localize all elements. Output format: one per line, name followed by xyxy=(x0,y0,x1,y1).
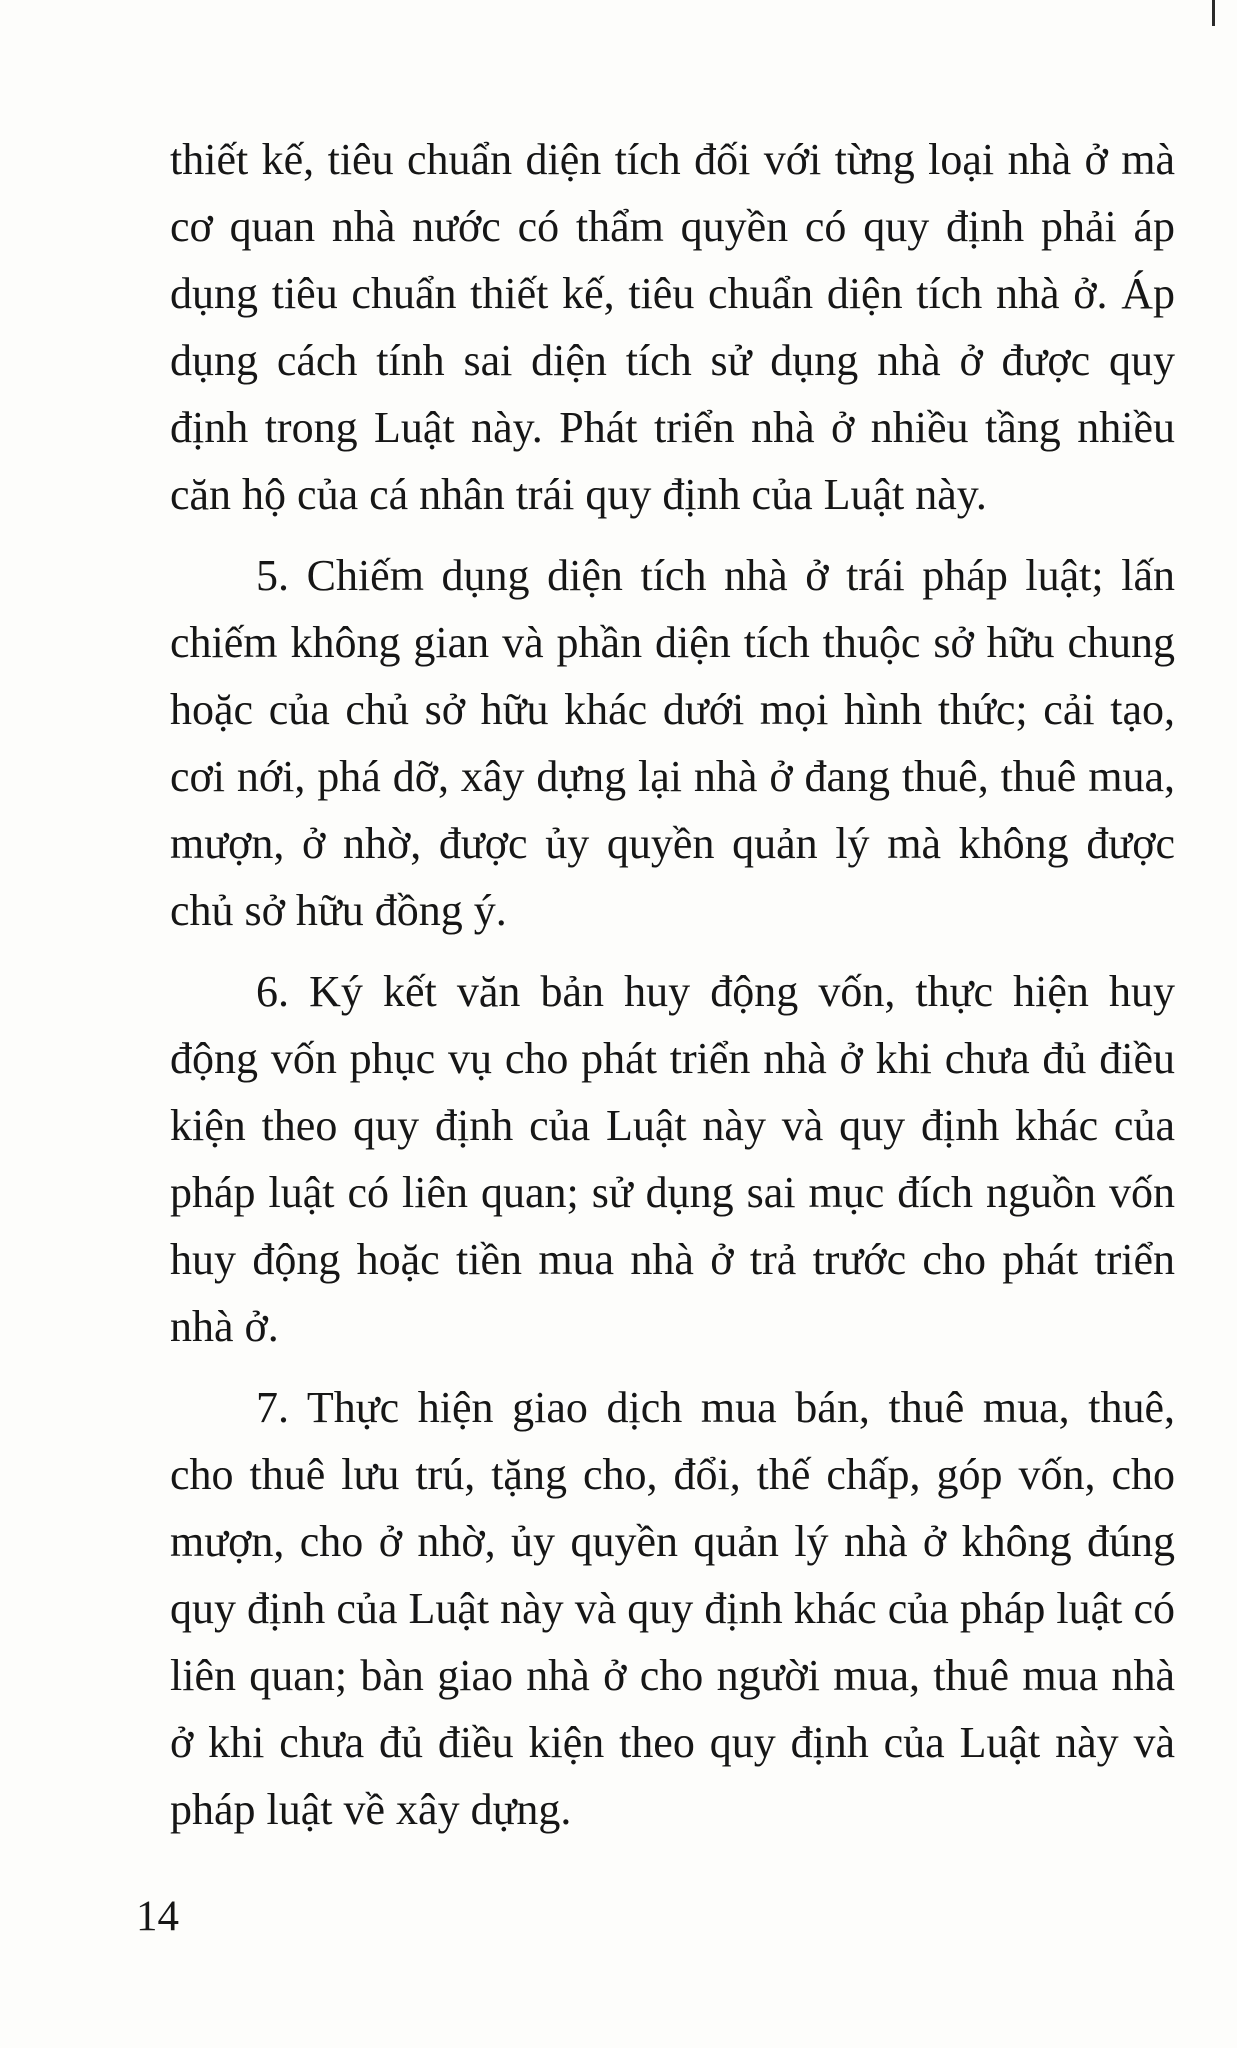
paragraph-item-7: 7. Thực hiện giao dịch mua bán, thuê mua, thuê, cho thuê lưu trú, tặng cho, đổi, thế chấp, góp vốn, cho mượn, cho ở nhờ, ủy quyền quản lý nhà ở không đúng quy định của Luật này và quy định khác của pháp luật có liên quan; bàn giao nhà ở cho người mua, thuê mua nhà ở khi chưa đủ điều kiện theo quy định của Luật này và pháp luật về xây dựng. xyxy=(170,1383,1175,1834)
paragraph-continuation: thiết kế, tiêu chuẩn diện tích đối với từng loại nhà ở mà cơ quan nhà nước có thẩm quyền có quy định phải áp dụng tiêu chuẩn thiết kế, tiêu chuẩn diện tích nhà ở. Áp dụng cách tính sai diện tích sử dụng nhà ở được quy định trong Luật này. Phát triển nhà ở nhiều tầng nhiều căn hộ của cá nhân trái quy định của Luật này. xyxy=(170,135,1175,519)
paragraph-item-5: 5. Chiếm dụng diện tích nhà ở trái pháp luật; lấn chiếm không gian và phần diện tích thuộc sở hữu chung hoặc của chủ sở hữu khác dưới mọi hình thức; cải tạo, cơi nới, phá dỡ, xây dựng lại nhà ở đang thuê, thuê mua, mượn, ở nhờ, được ủy quyền quản lý mà không được chủ sở hữu đồng ý. xyxy=(170,551,1175,935)
page-number: 14 xyxy=(136,1893,179,1940)
page-edge-mark xyxy=(1212,0,1215,26)
body-text xyxy=(170,126,1175,1843)
paragraph-item-6: 6. Ký kết văn bản huy động vốn, thực hiện huy động vốn phục vụ cho phát triển nhà ở khi chưa đủ điều kiện theo quy định của Luật này và quy định khác của pháp luật có liên quan; sử dụng sai mục đích nguồn vốn huy động hoặc tiền mua nhà ở trả trước cho phát triển nhà ở. xyxy=(170,967,1175,1351)
